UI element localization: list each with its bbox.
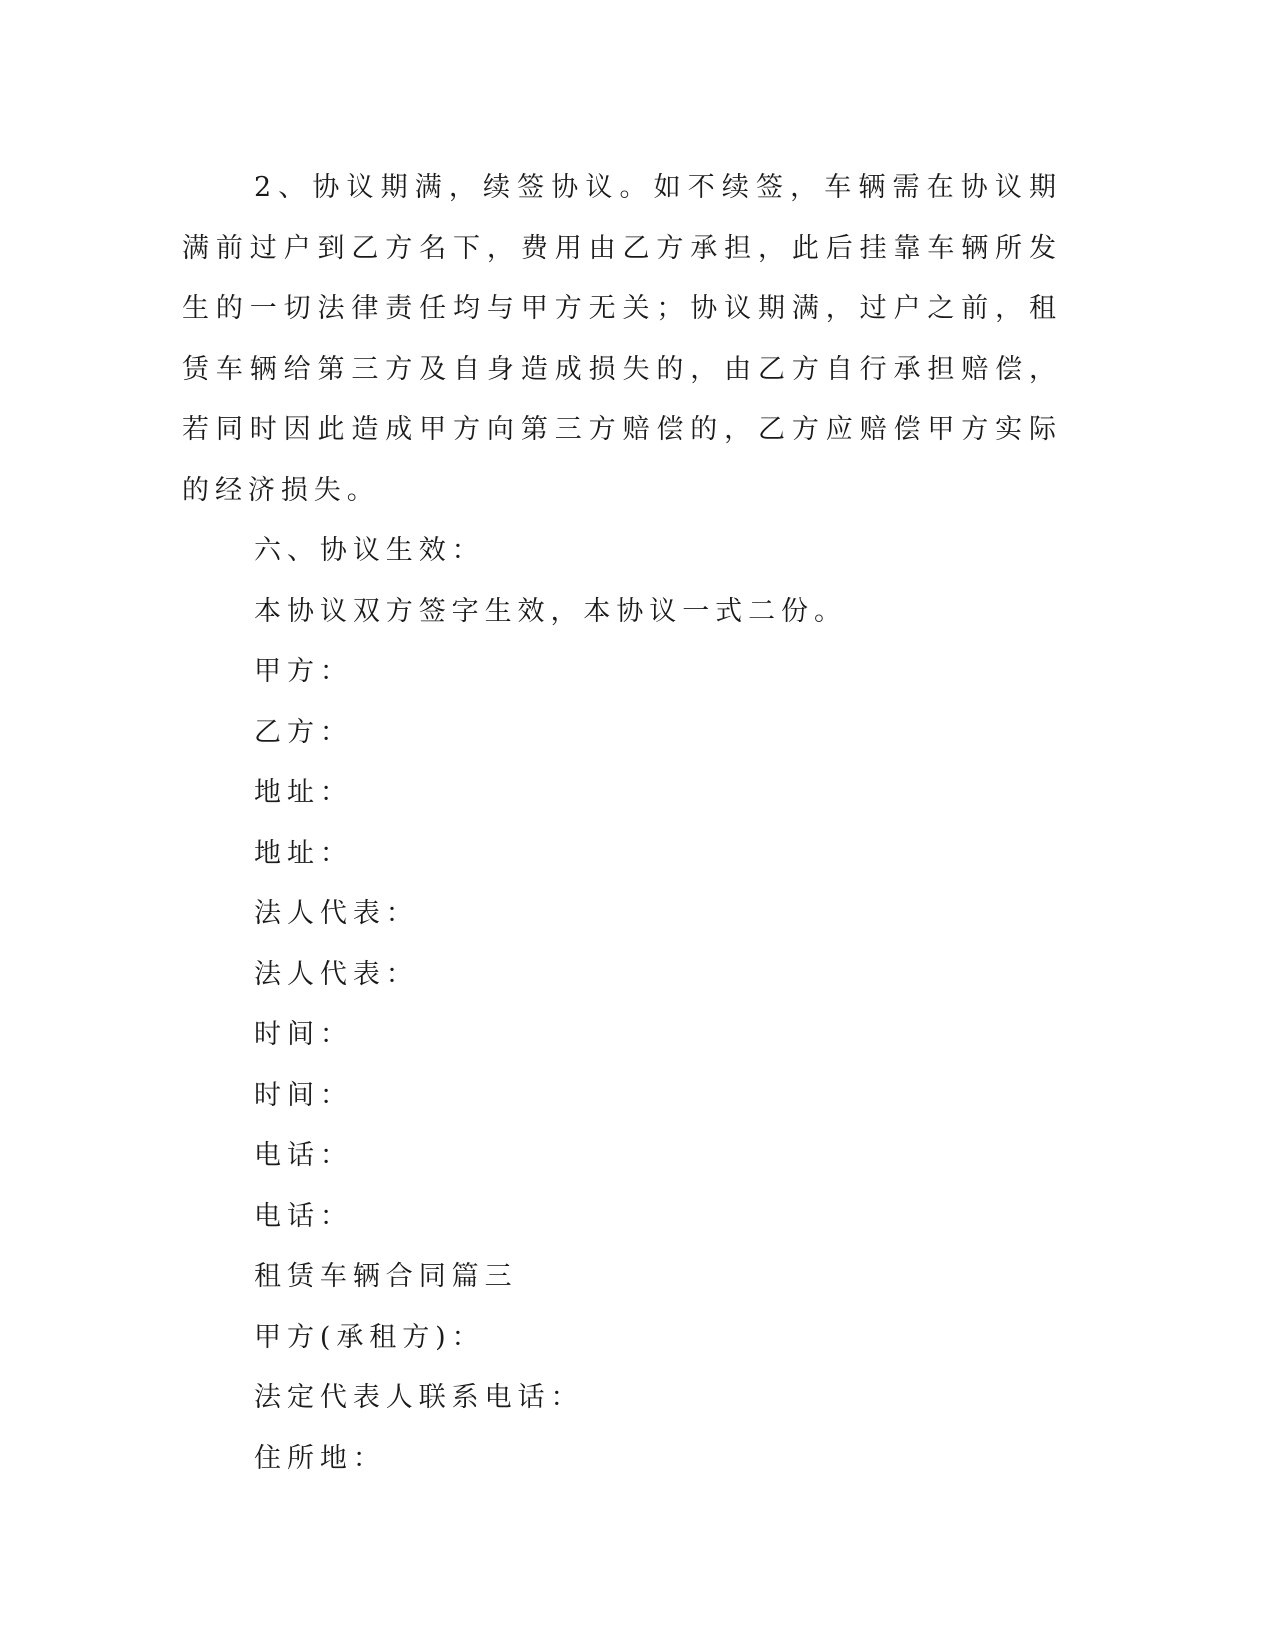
section-heading-agreement-effective: 六、协议生效： [254, 535, 485, 566]
party-a-lessee-label: 甲方(承租方)： [254, 1321, 485, 1353]
legal-rep-label-a: 法人代表： [254, 898, 419, 929]
party-b-label: 乙方： [254, 716, 353, 748]
phone-label-b: 电话： [254, 1200, 353, 1232]
time-label-b: 时间： [254, 1079, 353, 1111]
phone-label-a: 电话： [254, 1140, 353, 1171]
party-a-label: 甲方： [254, 656, 353, 687]
contract-section-title: 租赁车辆合同篇三 [254, 1261, 518, 1292]
legal-rep-phone-label: 法定代表人联系电话： [254, 1382, 584, 1413]
address-label-a: 地址： [254, 777, 353, 808]
document-body [182, 158, 1062, 1489]
address-label-b: 地址： [254, 837, 353, 869]
domicile-label: 住所地： [254, 1442, 386, 1474]
effective-statement: 本协议双方签字生效，本协议一式二份。 [254, 595, 847, 627]
time-label-a: 时间： [254, 1019, 353, 1050]
legal-rep-label-b: 法人代表： [254, 958, 419, 990]
clause-paragraph: 2、协议期满，续签协议。如不续签，车辆需在协议期满前过户到乙方名下，费用由乙方承担，此后挂靠车辆所发生的一切法律责任均与甲方无关；协议期满，过户之前，租赁车辆给第三方及自身造成损失的，由乙方自行承担赔偿，若同时因此造成甲方向第三方赔偿的，乙方应赔偿甲方实际的经济损失。 [182, 172, 1062, 506]
